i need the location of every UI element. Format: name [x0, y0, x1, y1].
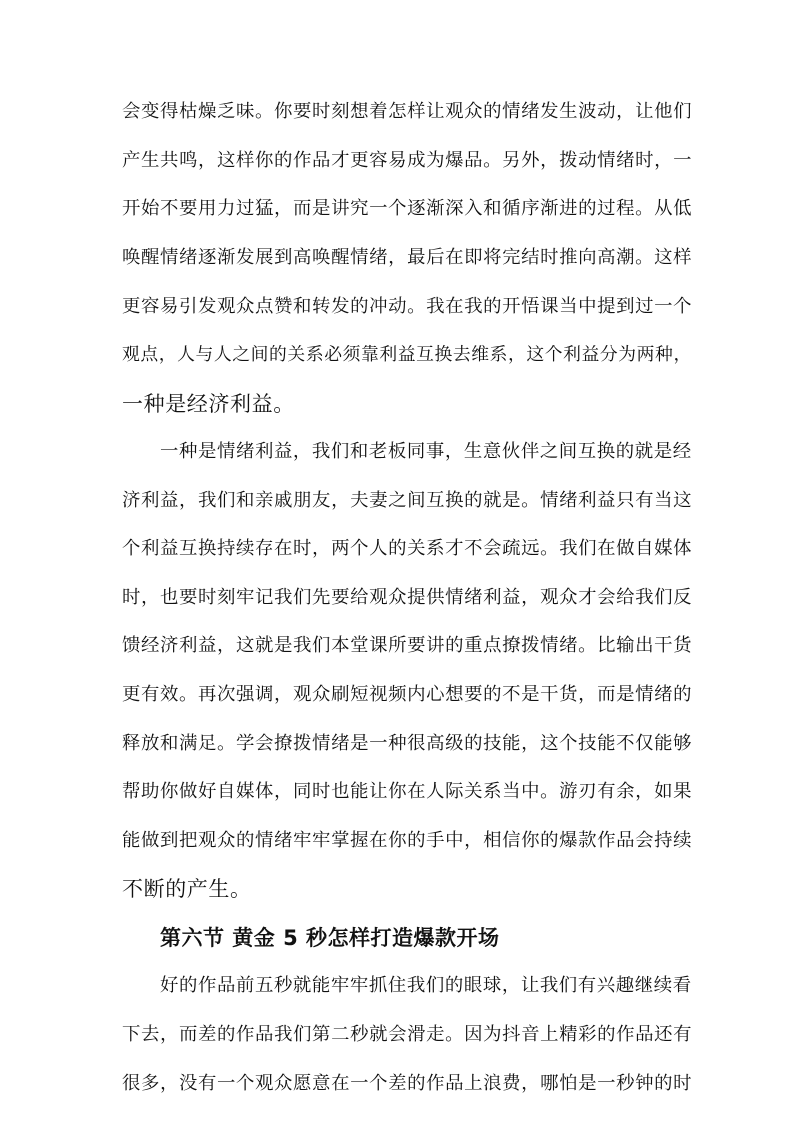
section-heading: 第六节 黄金 5 秒怎样打造爆款开场: [160, 926, 500, 950]
paragraph-1-line: 一种是经济利益。: [122, 392, 295, 416]
paragraph-2-line: 能做到把观众的情绪牢牢掌握在你的手中，相信你的爆款作品会持续: [122, 830, 693, 851]
paragraph-2-line: 不断的产生。: [122, 877, 252, 901]
paragraph-2-line: 更有效。再次强调，观众刷短视频内心想要的不是干货，而是情绪的: [122, 684, 693, 705]
paragraph-3-line: 下去，而差的作品我们第二秒就会滑走。因为抖音上精彩的作品还有: [122, 1024, 693, 1045]
paragraph-2-line: 释放和满足。学会撩拨情绪是一种很高级的技能，这个技能不仅能够: [122, 733, 693, 754]
paragraph-1-line: 产生共鸣，这样你的作品才更容易成为爆品。另外，拨动情绪时，一: [122, 150, 693, 171]
paragraph-1-line: 观点，人与人之间的关系必须靠利益互换去维系，这个利益分为两种，: [122, 344, 692, 365]
paragraph-3-line: 好的作品前五秒就能牢牢抓住我们的眼球，让我们有兴趣继续看: [160, 975, 692, 996]
paragraph-2-line: 馈经济利益，这就是我们本堂课所要讲的重点撩拨情绪。比输出干货: [122, 635, 693, 656]
paragraph-1-line: 开始不要用力过猛，而是讲究一个逐渐深入和循序渐进的过程。从低: [122, 198, 693, 219]
paragraph-2-line: 一种是情绪利益，我们和老板同事，生意伙伴之间互换的就是经: [160, 441, 692, 462]
paragraph-2-line: 时，也要时刻牢记我们先要给观众提供情绪利益，观众才会给我们反: [122, 587, 693, 608]
paragraph-1-line: 会变得枯燥乏味。你要时刻想着怎样让观众的情绪发生波动，让他们: [122, 101, 693, 122]
paragraph-1-line: 唤醒情绪逐渐发展到高唤醒情绪，最后在即将完结时推向高潮。这样: [122, 247, 693, 268]
paragraph-3-line: 很多，没有一个观众愿意在一个差的作品上浪费，哪怕是一秒钟的时: [122, 1073, 693, 1094]
paragraph-2-line: 个利益互换持续存在时，两个人的关系才不会疏远。我们在做自媒体: [122, 538, 693, 559]
paragraph-1-line: 更容易引发观众点赞和转发的冲动。我在我的开悟课当中提到过一个: [122, 296, 693, 317]
paragraph-2-line: 帮助你做好自媒体，同时也能让你在人际关系当中。游刃有余，如果: [122, 781, 693, 802]
paragraph-2-line: 济利益，我们和亲戚朋友，夫妻之间互换的就是。情绪利益只有当这: [122, 490, 693, 511]
